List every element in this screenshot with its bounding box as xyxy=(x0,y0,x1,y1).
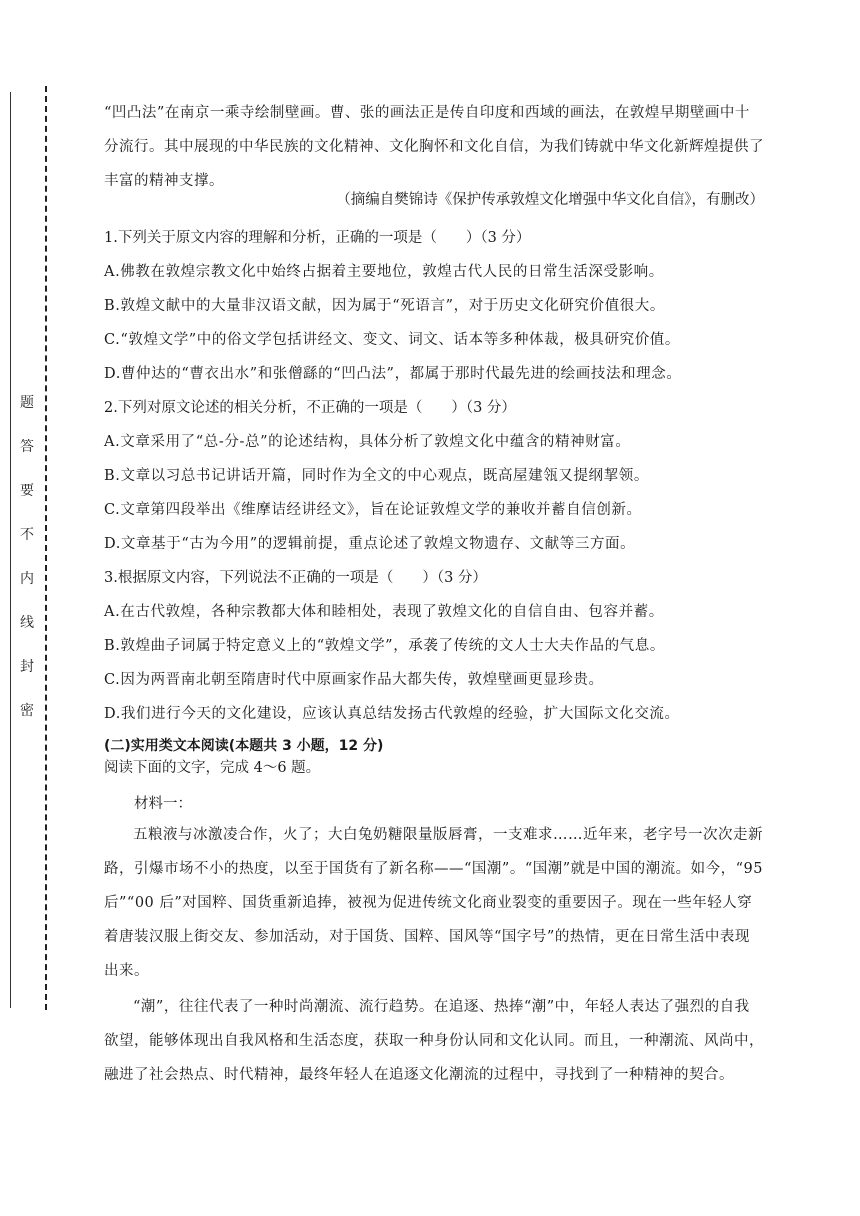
seal-char: 线 xyxy=(20,615,34,631)
seal-char: 答 xyxy=(20,439,34,455)
passage-ending-paragraph: “凹凸法”在南京一乘寺绘制壁画。曹、张的画法正是传自印度和西域的画法，在敦煌早期壁画中十分流行。其中展现的中华民族的文化精神、文化胸怀和文化自信，为我们铸就中华文化新辉煌提供了丰富的精神支撑。 xyxy=(104,105,764,189)
material-paragraph-2: “潮”，往往代表了一种时尚潮流、流行趋势。在追逐、热捧“潮”中，年轻人表达了强烈的自我欲望，能够体现出自我风格和生活态度，获取一种身份认同和文化认同。而且，一种潮流、风尚中，融进了社会热点、时代精神，最终年轻人在追逐文化潮流的过程中，寻找到了一种精神的契合。 xyxy=(104,999,764,1083)
source-citation: （摘编自樊锦诗《保护传承敦煌文化增强中华文化自信》，有删改） xyxy=(336,192,764,208)
section-instruction: 阅读下面的文字，完成 4～6 题。 xyxy=(104,760,321,776)
question-3-option-a: A.在古代敦煌，各种宗教都大体和睦相处，表现了敦煌文化的自信自由、包容并蓄。 xyxy=(104,604,664,620)
seal-char: 题 xyxy=(20,395,34,411)
question-2-option-b: B.文章以习总书记讲话开篇，同时作为全文的中心观点，既高屋建瓴又提纲挈领。 xyxy=(104,468,649,484)
question-3-option-d: D.我们进行今天的文化建设，应该认真总结发扬古代敦煌的经验，扩大国际文化交流。 xyxy=(104,706,680,722)
material-label: 材料一： xyxy=(134,796,192,812)
section-heading: (二)实用类文本阅读(本题共 3 小题，12 分) xyxy=(104,738,384,754)
seal-line-label xyxy=(16,395,38,719)
question-2-stem: 2.下列对原文论述的相关分析，不正确的一项是（ ）（3 分） xyxy=(104,400,516,416)
question-3-option-c: C.因为两晋南北朝至隋唐时代中原画家作品大都失传，敦煌壁画更显珍贵。 xyxy=(104,672,604,688)
question-2-option-d: D.文章基于“古为今用”的逻辑前提，重点论述了敦煌文物遗存、文献等三方面。 xyxy=(104,536,636,552)
question-1-option-c: C.“敦煌文学”中的俗文学包括讲经文、变文、词文、话本等多种体裁，极具研究价值。 xyxy=(104,332,681,348)
margin-solid-line xyxy=(10,92,11,1008)
seal-char: 不 xyxy=(20,527,34,543)
seal-char: 内 xyxy=(20,571,34,587)
question-2-option-a: A.文章采用了“总-分-总”的论述结构，具体分析了敦煌文化中蕴含的精神财富。 xyxy=(104,434,631,450)
question-1-option-b: B.敦煌文献中的大量非汉语文献，因为属于“死语言”，对于历史文化研究价值很大。 xyxy=(104,298,665,314)
question-1-option-d: D.曹仲达的“曹衣出水”和张僧繇的“凹凸法”，都属于那时代最先进的绘画技法和理念。 xyxy=(104,366,682,382)
question-1-stem: 1.下列关于原文内容的理解和分析，正确的一项是（ ）（3 分） xyxy=(104,230,531,246)
binding-dashed-line xyxy=(45,86,47,1010)
seal-char: 要 xyxy=(20,483,34,499)
question-3-option-b: B.敦煌曲子词属于特定意义上的“敦煌文学”，承袭了传统的文人士大夫作品的气息。 xyxy=(104,638,665,654)
seal-char: 封 xyxy=(20,659,34,675)
question-1-option-a: A.佛教在敦煌宗教文化中始终占据着主要地位，敦煌古代人民的日常生活深受影响。 xyxy=(104,264,664,280)
question-3-stem: 3.根据原文内容，下列说法不正确的一项是（ ）（3 分） xyxy=(104,570,487,586)
material-paragraph-1: 五粮液与冰激凌合作，火了；大白兔奶糖限量版唇膏，一支难求……近年来，老字号一次次走新路，引爆市场不小的热度，以至于国货有了新名称——“国潮”。“国潮”就是中国的潮流。如今，“95 后”“00 后”对国粹、国货重新追捧，被视为促进传统文化商业裂变的重要因子。现在一些年轻人穿着唐装汉服上街交友、参加活动，对于国货、国粹、国风等“国字号”的热情，更在日常生活中表现出来。 xyxy=(104,827,764,979)
question-2-option-c: C.文章第四段举出《维摩诘经讲经文》，旨在论证敦煌文学的兼收并蓄自信创新。 xyxy=(104,502,642,518)
seal-char: 密 xyxy=(20,703,34,719)
